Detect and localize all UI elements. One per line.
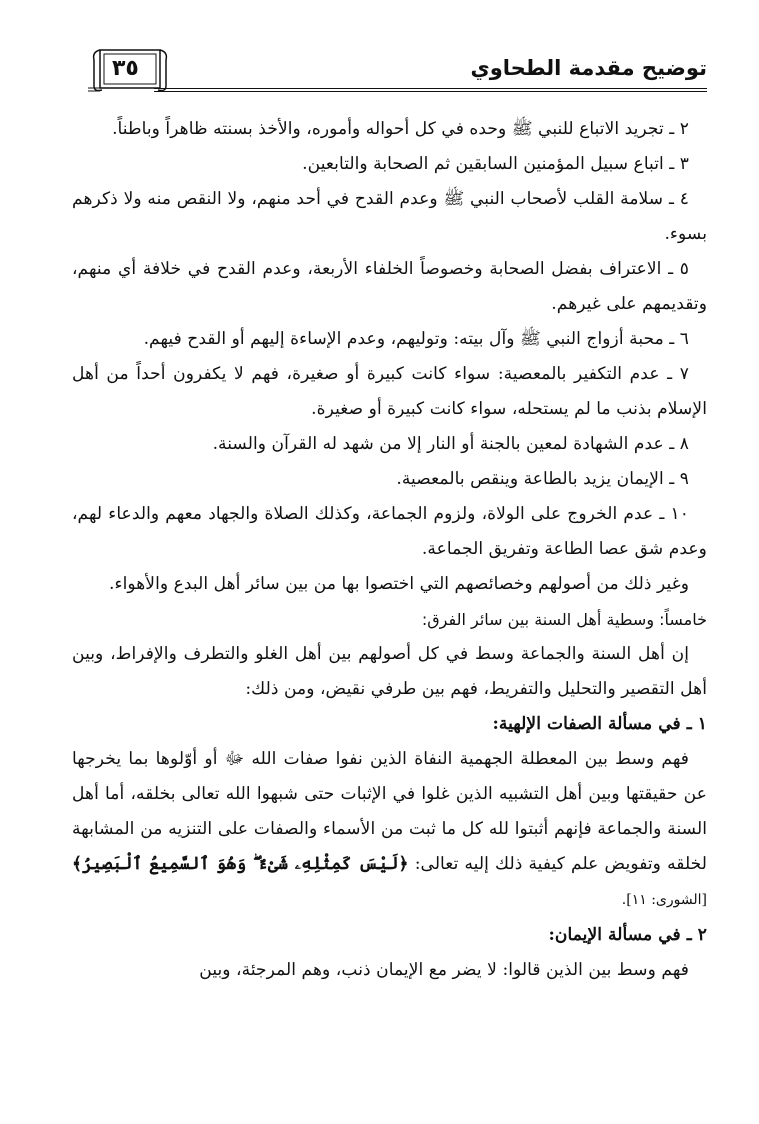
paragraph-faith: فهم وسط بين الذين قالوا: لا يضر مع الإيمان ذنب، وهم المرجئة، وبين <box>199 960 689 980</box>
subheading-attributes: ١ ـ في مسألة الصفات الإلهية: <box>492 714 707 734</box>
attributes-text: فهم وسط بين المعطلة الجهمية النفاة الذين نفوا صفات الله ﷻ أو أوّلوها بما يخرجها عن حقيقتها وبين أهل التشبيه الذين غلوا في الإثبات حتى شبهوا الله تعالى بخلقه، أما أهل السنة والجماعة فإنهم أثبتوا لله كل ما ثبت من الأسماء والصفات على التنزيه من المشابهة لخلقه وتفويض علم كيفية ذلك إليه تعالى: <box>72 749 708 874</box>
list-item-3: ٣ ـ اتباع سبيل المؤمنين السابقين ثم الصحابة والتابعين. <box>302 154 689 174</box>
paragraph-other: وغير ذلك من أصولهم وخصائصهم التي اختصوا بها من بين سائر أهل البدع والأهواء. <box>109 574 689 594</box>
section-heading: خامساً: وسطية أهل السنة بين سائر الفرق: <box>421 610 707 629</box>
running-title: توضيح مقدمة الطحاوي <box>470 56 707 80</box>
section-intro: إن أهل السنة والجماعة وسط في كل أصولهم بين أهل الغلو والتطرف والإفراط، وبين أهل التقصير والتحليل والتفريط، فهم بين طرفي نقيض، ومن ذلك: <box>72 644 707 699</box>
page-number-scroll <box>88 46 170 94</box>
list-item-2: ٢ ـ تجريد الاتباع للنبي ﷺ وحده في كل أحواله وأموره، والأخذ بسنته ظاهراً وباطناً. <box>112 119 689 139</box>
header-divider <box>154 88 707 92</box>
page-body <box>72 112 707 988</box>
list-item-10: ١٠ ـ عدم الخروج على الولاة، ولزوم الجماعة، وكذلك الصلاة والجهاد معهم والدعاء لهم، وعدم شق عصا الطاعة وتفريق الجماعة. <box>72 504 707 559</box>
list-item-4: ٤ ـ سلامة القلب لأصحاب النبي ﷺ وعدم القدح في أحد منهم، ولا النقص منه ولا ذكرهم بسوء. <box>72 189 707 244</box>
list-item-5: ٥ ـ الاعتراف بفضل الصحابة وخصوصاً الخلفاء الأربعة، وعدم القدح في خلافة أي منهم، وتقديمهم على غيرهم. <box>72 259 707 314</box>
list-item-6: ٦ ـ محبة أزواج النبي ﷺ وآل بيته: وتوليهم، وعدم الإساءة إليهم أو القدح فيهم. <box>143 329 689 349</box>
page-header <box>88 46 707 96</box>
subheading-faith: ٢ ـ في مسألة الإيمان: <box>548 925 707 945</box>
quran-verse: ﴿لَيْسَ كَمِثْلِهِۦ شَىْءٌ ۖ وَهُوَ ٱلسَّمِيعُ ٱلْبَصِيرُ﴾ <box>72 854 409 874</box>
page-number: ٣٥ <box>112 56 139 81</box>
list-item-7: ٧ ـ عدم التكفير بالمعصية: سواء كانت كبيرة أو صغيرة، فهم لا يكفرون أحداً من أهل الإسلام بذنب ما لم يستحله، سواء كانت كبيرة أو صغيرة. <box>72 364 707 419</box>
list-item-8: ٨ ـ عدم الشهادة لمعين بالجنة أو النار إلا من شهد له القرآن والسنة. <box>212 434 689 454</box>
paragraph-attributes <box>72 742 707 918</box>
verse-reference: [الشورى: ١١]. <box>621 892 707 908</box>
list-item-9: ٩ ـ الإيمان يزيد بالطاعة وينقص بالمعصية. <box>396 469 689 489</box>
